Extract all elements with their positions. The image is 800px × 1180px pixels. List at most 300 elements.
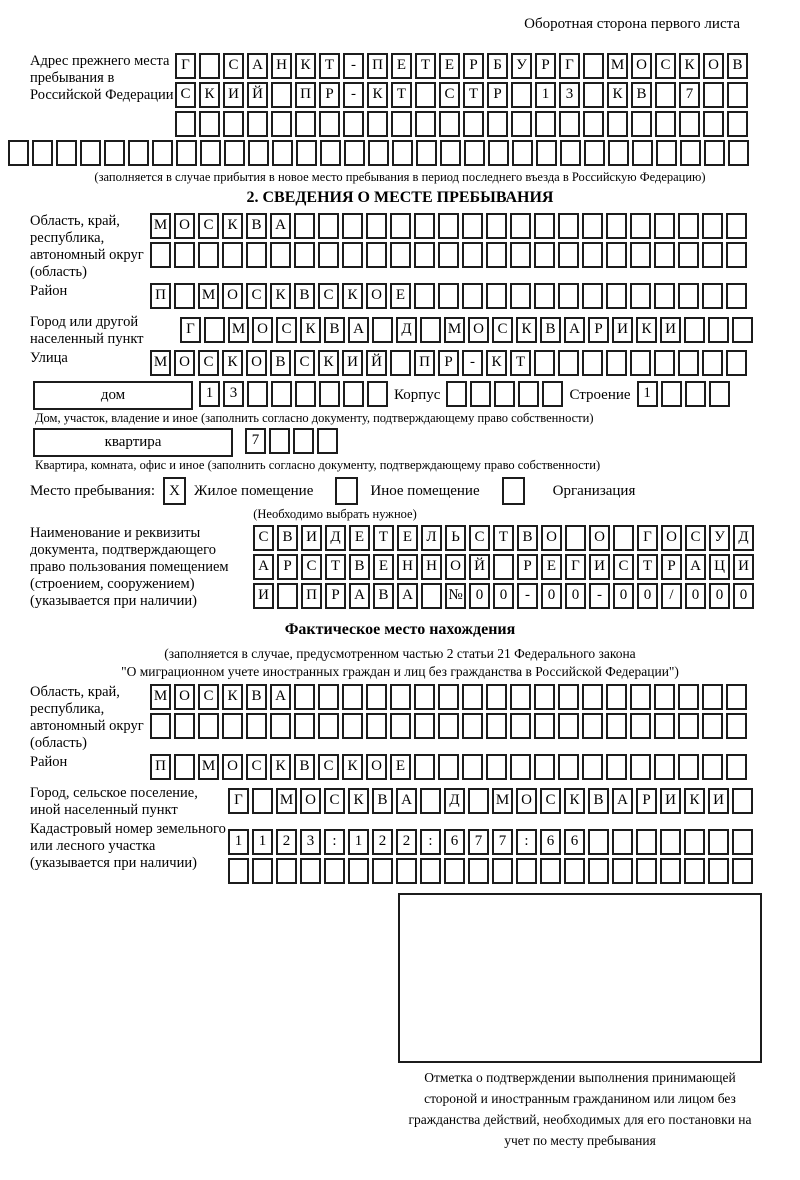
char-box[interactable]: В	[588, 788, 609, 814]
char-box[interactable]	[588, 858, 609, 884]
char-box[interactable]: Н	[271, 53, 292, 79]
char-box[interactable]	[390, 684, 411, 710]
char-box[interactable]	[678, 283, 699, 309]
char-box[interactable]	[56, 140, 77, 166]
char-box[interactable]	[222, 713, 243, 739]
char-box[interactable]	[582, 213, 603, 239]
char-box[interactable]	[702, 713, 723, 739]
char-box[interactable]	[684, 858, 705, 884]
char-box[interactable]	[462, 684, 483, 710]
char-box[interactable]	[606, 754, 627, 780]
char-box[interactable]	[727, 111, 748, 137]
char-box[interactable]	[372, 317, 393, 343]
char-box[interactable]: М	[150, 350, 171, 376]
char-box[interactable]	[630, 684, 651, 710]
char-box[interactable]	[612, 858, 633, 884]
char-box[interactable]: В	[372, 788, 393, 814]
char-box[interactable]: 0	[469, 583, 490, 609]
char-box[interactable]	[636, 829, 657, 855]
char-box[interactable]: С	[685, 525, 706, 551]
char-box[interactable]	[414, 713, 435, 739]
char-box[interactable]	[277, 583, 298, 609]
char-box[interactable]	[630, 213, 651, 239]
char-box[interactable]	[320, 140, 341, 166]
char-box[interactable]: И	[589, 554, 610, 580]
char-box[interactable]	[518, 381, 539, 407]
char-box[interactable]	[342, 684, 363, 710]
char-box[interactable]	[558, 754, 579, 780]
char-box[interactable]: Г	[175, 53, 196, 79]
char-box[interactable]	[565, 525, 586, 551]
char-box[interactable]: Е	[397, 525, 418, 551]
char-box[interactable]: И	[612, 317, 633, 343]
char-box[interactable]: О	[366, 283, 387, 309]
char-box[interactable]	[726, 242, 747, 268]
char-box[interactable]	[343, 111, 364, 137]
house-type-box[interactable]: дом	[33, 381, 193, 410]
char-box[interactable]	[613, 525, 634, 551]
checkbox-residential[interactable]: X	[163, 477, 186, 505]
char-box[interactable]: С	[318, 754, 339, 780]
char-box[interactable]	[560, 140, 581, 166]
char-box[interactable]	[630, 283, 651, 309]
char-box[interactable]: И	[301, 525, 322, 551]
char-box[interactable]	[198, 713, 219, 739]
apartment-type-box[interactable]: квартира	[33, 428, 233, 457]
char-box[interactable]	[342, 242, 363, 268]
char-box[interactable]	[703, 82, 724, 108]
char-box[interactable]	[726, 713, 747, 739]
char-box[interactable]	[558, 242, 579, 268]
char-box[interactable]: М	[198, 283, 219, 309]
char-box[interactable]	[176, 140, 197, 166]
char-box[interactable]	[174, 713, 195, 739]
char-box[interactable]	[558, 684, 579, 710]
char-box[interactable]: М	[150, 213, 171, 239]
char-box[interactable]	[654, 283, 675, 309]
char-box[interactable]	[654, 213, 675, 239]
char-box[interactable]	[726, 350, 747, 376]
char-box[interactable]: О	[222, 754, 243, 780]
char-box[interactable]: О	[589, 525, 610, 551]
char-box[interactable]	[678, 350, 699, 376]
char-box[interactable]	[104, 140, 125, 166]
char-box[interactable]	[270, 242, 291, 268]
char-box[interactable]	[708, 317, 729, 343]
char-box[interactable]: В	[727, 53, 748, 79]
char-box[interactable]: Г	[180, 317, 201, 343]
char-box[interactable]	[174, 242, 195, 268]
char-box[interactable]: В	[246, 213, 267, 239]
char-box[interactable]: М	[492, 788, 513, 814]
char-box[interactable]: А	[396, 788, 417, 814]
char-box[interactable]: И	[342, 350, 363, 376]
char-box[interactable]	[703, 111, 724, 137]
char-box[interactable]	[654, 754, 675, 780]
char-box[interactable]	[415, 82, 436, 108]
char-box[interactable]: 0	[541, 583, 562, 609]
char-box[interactable]: Е	[439, 53, 460, 79]
char-box[interactable]: О	[661, 525, 682, 551]
char-box[interactable]: О	[631, 53, 652, 79]
char-box[interactable]	[438, 754, 459, 780]
char-box[interactable]: Л	[421, 525, 442, 551]
char-box[interactable]	[438, 242, 459, 268]
char-box[interactable]	[343, 381, 364, 407]
char-box[interactable]: 0	[493, 583, 514, 609]
char-box[interactable]	[582, 350, 603, 376]
char-box[interactable]: 7	[679, 82, 700, 108]
char-box[interactable]	[318, 684, 339, 710]
char-box[interactable]	[654, 684, 675, 710]
char-box[interactable]	[583, 111, 604, 137]
char-box[interactable]	[684, 829, 705, 855]
char-box[interactable]: А	[348, 317, 369, 343]
char-box[interactable]: К	[270, 754, 291, 780]
char-box[interactable]: А	[270, 213, 291, 239]
char-box[interactable]	[636, 858, 657, 884]
char-box[interactable]: Д	[396, 317, 417, 343]
char-box[interactable]: Р	[636, 788, 657, 814]
char-box[interactable]	[660, 829, 681, 855]
char-box[interactable]: №	[445, 583, 466, 609]
char-box[interactable]: 6	[444, 829, 465, 855]
char-box[interactable]	[438, 283, 459, 309]
char-box[interactable]	[296, 140, 317, 166]
char-box[interactable]: 3	[223, 381, 244, 407]
char-box[interactable]	[709, 381, 730, 407]
char-box[interactable]: О	[516, 788, 537, 814]
char-box[interactable]	[300, 858, 321, 884]
char-box[interactable]	[493, 554, 514, 580]
char-box[interactable]: С	[301, 554, 322, 580]
char-box[interactable]	[630, 350, 651, 376]
char-box[interactable]	[368, 140, 389, 166]
char-box[interactable]: С	[198, 684, 219, 710]
char-box[interactable]: Р	[438, 350, 459, 376]
char-box[interactable]: Й	[247, 82, 268, 108]
char-box[interactable]	[486, 213, 507, 239]
char-box[interactable]: В	[277, 525, 298, 551]
char-box[interactable]: М	[228, 317, 249, 343]
char-box[interactable]	[438, 684, 459, 710]
char-box[interactable]: Д	[444, 788, 465, 814]
char-box[interactable]	[276, 858, 297, 884]
char-box[interactable]: П	[414, 350, 435, 376]
char-box[interactable]	[588, 829, 609, 855]
char-box[interactable]	[704, 140, 725, 166]
char-box[interactable]	[655, 111, 676, 137]
char-box[interactable]	[606, 713, 627, 739]
char-box[interactable]	[534, 684, 555, 710]
char-box[interactable]: М	[276, 788, 297, 814]
char-box[interactable]: Р	[588, 317, 609, 343]
char-box[interactable]: Т	[325, 554, 346, 580]
char-box[interactable]: В	[631, 82, 652, 108]
char-box[interactable]: Т	[493, 525, 514, 551]
char-box[interactable]	[463, 111, 484, 137]
char-box[interactable]: П	[301, 583, 322, 609]
char-box[interactable]	[271, 82, 292, 108]
char-box[interactable]	[294, 713, 315, 739]
char-box[interactable]: Р	[517, 554, 538, 580]
char-box[interactable]	[390, 213, 411, 239]
char-box[interactable]	[317, 428, 338, 454]
char-box[interactable]: О	[468, 317, 489, 343]
char-box[interactable]: К	[222, 684, 243, 710]
char-box[interactable]: К	[367, 82, 388, 108]
char-box[interactable]	[510, 242, 531, 268]
char-box[interactable]	[702, 213, 723, 239]
char-box[interactable]	[516, 858, 537, 884]
char-box[interactable]: К	[679, 53, 700, 79]
char-box[interactable]	[660, 858, 681, 884]
char-box[interactable]	[654, 350, 675, 376]
char-box[interactable]: /	[661, 583, 682, 609]
char-box[interactable]	[582, 242, 603, 268]
char-box[interactable]: Р	[325, 583, 346, 609]
char-box[interactable]: 1	[348, 829, 369, 855]
char-box[interactable]	[632, 140, 653, 166]
char-box[interactable]: А	[612, 788, 633, 814]
char-box[interactable]: А	[685, 554, 706, 580]
char-box[interactable]: О	[174, 684, 195, 710]
char-box[interactable]: :	[324, 829, 345, 855]
char-box[interactable]: И	[223, 82, 244, 108]
char-box[interactable]: С	[198, 213, 219, 239]
char-box[interactable]	[247, 381, 268, 407]
char-box[interactable]	[656, 140, 677, 166]
char-box[interactable]	[392, 140, 413, 166]
char-box[interactable]	[128, 140, 149, 166]
char-box[interactable]	[228, 858, 249, 884]
char-box[interactable]: В	[294, 283, 315, 309]
char-box[interactable]: Г	[228, 788, 249, 814]
char-box[interactable]	[679, 111, 700, 137]
char-box[interactable]	[342, 713, 363, 739]
char-box[interactable]	[174, 283, 195, 309]
char-box[interactable]	[415, 111, 436, 137]
char-box[interactable]: Б	[487, 53, 508, 79]
char-box[interactable]	[319, 381, 340, 407]
char-box[interactable]: С	[324, 788, 345, 814]
char-box[interactable]: С	[276, 317, 297, 343]
char-box[interactable]: О	[541, 525, 562, 551]
char-box[interactable]	[414, 213, 435, 239]
char-box[interactable]: Р	[319, 82, 340, 108]
char-box[interactable]: А	[270, 684, 291, 710]
char-box[interactable]: 2	[396, 829, 417, 855]
char-box[interactable]	[685, 381, 706, 407]
char-box[interactable]	[272, 140, 293, 166]
char-box[interactable]: 1	[637, 381, 658, 407]
char-box[interactable]	[678, 684, 699, 710]
char-box[interactable]: 3	[300, 829, 321, 855]
char-box[interactable]	[732, 829, 753, 855]
char-box[interactable]	[174, 754, 195, 780]
char-box[interactable]: П	[367, 53, 388, 79]
char-box[interactable]	[534, 350, 555, 376]
char-box[interactable]	[655, 82, 676, 108]
char-box[interactable]	[421, 583, 442, 609]
char-box[interactable]	[416, 140, 437, 166]
char-box[interactable]	[222, 242, 243, 268]
char-box[interactable]: И	[660, 788, 681, 814]
char-box[interactable]: 6	[564, 829, 585, 855]
char-box[interactable]	[342, 213, 363, 239]
char-box[interactable]: 7	[245, 428, 266, 454]
char-box[interactable]: К	[636, 317, 657, 343]
char-box[interactable]: С	[246, 754, 267, 780]
char-box[interactable]: Е	[391, 53, 412, 79]
char-box[interactable]: Е	[390, 283, 411, 309]
char-box[interactable]: У	[709, 525, 730, 551]
char-box[interactable]	[318, 713, 339, 739]
char-box[interactable]	[270, 713, 291, 739]
char-box[interactable]	[558, 350, 579, 376]
char-box[interactable]	[318, 242, 339, 268]
char-box[interactable]: К	[607, 82, 628, 108]
char-box[interactable]	[8, 140, 29, 166]
char-box[interactable]: Р	[277, 554, 298, 580]
char-box[interactable]	[511, 111, 532, 137]
char-box[interactable]: -	[343, 53, 364, 79]
char-box[interactable]	[680, 140, 701, 166]
char-box[interactable]: К	[318, 350, 339, 376]
char-box[interactable]	[438, 713, 459, 739]
char-box[interactable]	[439, 111, 460, 137]
char-box[interactable]: К	[222, 213, 243, 239]
char-box[interactable]: 2	[372, 829, 393, 855]
char-box[interactable]: В	[270, 350, 291, 376]
char-box[interactable]	[535, 111, 556, 137]
char-box[interactable]: В	[517, 525, 538, 551]
char-box[interactable]: С	[294, 350, 315, 376]
char-box[interactable]	[199, 53, 220, 79]
char-box[interactable]	[294, 684, 315, 710]
char-box[interactable]	[732, 858, 753, 884]
char-box[interactable]: О	[246, 350, 267, 376]
char-box[interactable]: В	[349, 554, 370, 580]
char-box[interactable]: Р	[487, 82, 508, 108]
char-box[interactable]: К	[295, 53, 316, 79]
char-box[interactable]: С	[655, 53, 676, 79]
char-box[interactable]	[366, 242, 387, 268]
char-box[interactable]: Т	[463, 82, 484, 108]
char-box[interactable]	[420, 788, 441, 814]
char-box[interactable]: Р	[535, 53, 556, 79]
char-box[interactable]: К	[222, 350, 243, 376]
char-box[interactable]: П	[150, 754, 171, 780]
char-box[interactable]: 0	[613, 583, 634, 609]
char-box[interactable]	[582, 713, 603, 739]
char-box[interactable]: 0	[709, 583, 730, 609]
char-box[interactable]	[414, 283, 435, 309]
char-box[interactable]	[80, 140, 101, 166]
char-box[interactable]: 0	[733, 583, 754, 609]
char-box[interactable]: Г	[559, 53, 580, 79]
char-box[interactable]	[246, 713, 267, 739]
char-box[interactable]: 1	[535, 82, 556, 108]
char-box[interactable]	[494, 381, 515, 407]
char-box[interactable]: О	[366, 754, 387, 780]
char-box[interactable]: 7	[492, 829, 513, 855]
char-box[interactable]	[727, 82, 748, 108]
char-box[interactable]: С	[469, 525, 490, 551]
checkbox-organization[interactable]	[502, 477, 525, 505]
char-box[interactable]	[678, 213, 699, 239]
char-box[interactable]: К	[486, 350, 507, 376]
char-box[interactable]	[708, 858, 729, 884]
char-box[interactable]: А	[253, 554, 274, 580]
char-box[interactable]	[438, 213, 459, 239]
char-box[interactable]: К	[342, 754, 363, 780]
char-box[interactable]: -	[343, 82, 364, 108]
char-box[interactable]: К	[300, 317, 321, 343]
char-box[interactable]: Т	[373, 525, 394, 551]
char-box[interactable]	[366, 713, 387, 739]
char-box[interactable]: К	[199, 82, 220, 108]
char-box[interactable]: К	[270, 283, 291, 309]
char-box[interactable]	[630, 242, 651, 268]
char-box[interactable]: Н	[397, 554, 418, 580]
char-box[interactable]	[558, 213, 579, 239]
char-box[interactable]: С	[246, 283, 267, 309]
char-box[interactable]	[510, 713, 531, 739]
char-box[interactable]	[582, 684, 603, 710]
char-box[interactable]: С	[223, 53, 244, 79]
char-box[interactable]	[534, 713, 555, 739]
char-box[interactable]: Д	[325, 525, 346, 551]
char-box[interactable]: М	[444, 317, 465, 343]
char-box[interactable]	[726, 213, 747, 239]
char-box[interactable]: 1	[228, 829, 249, 855]
char-box[interactable]	[295, 381, 316, 407]
char-box[interactable]: Е	[373, 554, 394, 580]
char-box[interactable]: 0	[685, 583, 706, 609]
char-box[interactable]	[558, 283, 579, 309]
char-box[interactable]	[607, 111, 628, 137]
char-box[interactable]: Р	[463, 53, 484, 79]
char-box[interactable]	[32, 140, 53, 166]
char-box[interactable]	[390, 350, 411, 376]
checkbox-other-premises[interactable]	[335, 477, 358, 505]
char-box[interactable]	[606, 350, 627, 376]
char-box[interactable]: Е	[349, 525, 370, 551]
char-box[interactable]	[728, 140, 749, 166]
char-box[interactable]: 0	[637, 583, 658, 609]
char-box[interactable]	[198, 242, 219, 268]
char-box[interactable]: О	[222, 283, 243, 309]
char-box[interactable]	[271, 111, 292, 137]
char-box[interactable]: С	[253, 525, 274, 551]
char-box[interactable]	[294, 213, 315, 239]
char-box[interactable]: И	[708, 788, 729, 814]
char-box[interactable]	[295, 111, 316, 137]
char-box[interactable]	[606, 213, 627, 239]
char-box[interactable]	[390, 713, 411, 739]
char-box[interactable]	[294, 242, 315, 268]
char-box[interactable]: 6	[540, 829, 561, 855]
char-box[interactable]	[678, 242, 699, 268]
char-box[interactable]	[558, 713, 579, 739]
char-box[interactable]	[678, 754, 699, 780]
char-box[interactable]	[468, 858, 489, 884]
char-box[interactable]	[366, 213, 387, 239]
char-box[interactable]: Д	[733, 525, 754, 551]
char-box[interactable]: 3	[559, 82, 580, 108]
char-box[interactable]	[583, 82, 604, 108]
